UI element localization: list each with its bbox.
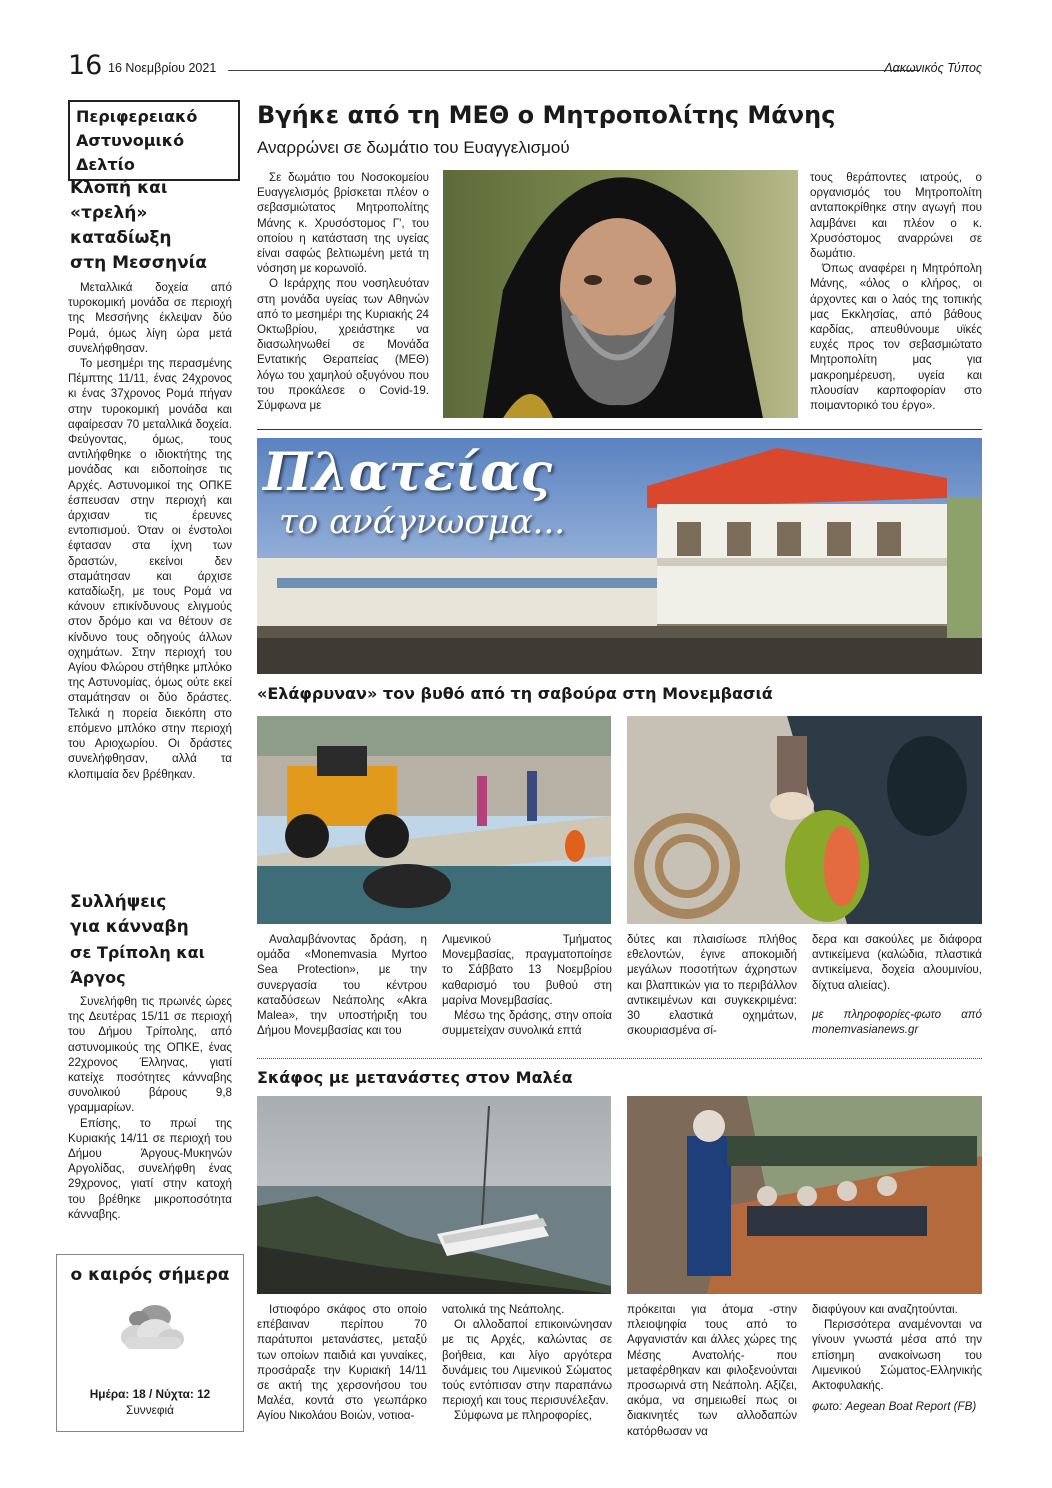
headline-metropolitan: Βγήκε από τη ΜΕΘ ο Μητροπολίτης Μάνης	[257, 101, 836, 129]
paragraph: νατολικά της Νεάπολης.	[442, 1303, 565, 1316]
monemvasia-col4	[812, 932, 982, 1037]
issue-date: 16 Νοεμβρίου 2021	[108, 61, 217, 75]
metropolitan-photo	[443, 170, 798, 418]
paragraph: Σε δωμάτιο του Νοσοκομείου Ευαγγελισμός βρίσκεται πλέον ο σεβασμιώτατος Μητροπολίτης Μάνης κ. Χρυσόστομος Γ', του οποίου η κατάσταση της υγείας είναι σαφώς βελτιωμένη μετά τη νόσηση με κορωνοϊό.	[257, 171, 429, 276]
section-rule	[257, 429, 982, 430]
paragraph: Ο Ιεράρχης που νοσηλευόταν στη μονάδα υγείας των Αθηνών από το μεσημέρι της Κυριακής 24 Οκτωβρίου, χρειάστηκε να διασωληνωθεί σε Μονάδα Εντατικής Θεραπείας (ΜΕΘ) λόγω του χαμηλού οξυγόνου που του προκάλεσε ο Covid-19. Σύμφωνα με	[257, 277, 429, 413]
cleanup-photo-digger	[257, 716, 611, 924]
cleanup-photo-tyre	[627, 716, 982, 924]
header-rule	[228, 70, 920, 71]
story-body	[68, 280, 232, 782]
monemvasia-col2	[442, 932, 612, 1038]
paragraph: Αναλαμβάνοντας δράση, η ομάδα «Monemvasia Myrtoo Sea Protection», με την συνεργασία του κέντρου καταδύσεων Νεάπολης «Akra Malea», την υποστήριξη του Δήμου Μονεμβασίας και του	[257, 933, 427, 1038]
story-body	[68, 994, 232, 1222]
paragraph: πρόκειται για άτομα -στην πλειοψηφία τους από το Αφγανιστάν και άλλες χώρες της Μέσης Ανατολής- που μεταφέρθηκαν και φιλοξενούνται προσωρινά στη Νεάπολη. Αξίζει, ακόμα, να σημειωθεί πως οι διακινητές των αλλοδαπών κατόρθωσαν να	[627, 1303, 797, 1438]
story-title-line2: για κάνναβη	[70, 917, 189, 937]
subhead-metropolitan: Αναρρώνει σε δωμάτιο του Ευαγγελισμού	[257, 138, 570, 157]
monemvasia-col1	[257, 932, 427, 1038]
paragraph: Μεταλλικά δοχεία από τυροκομική μονάδα σε περιοχή της Μεσσήνης έκλεψαν δύο Ρομά, όμως λίγη ώρα μετά συνελήφθησαν.	[68, 281, 232, 355]
paragraph: Το μεσημέρι της περασμένης Πέμπτης 11/11, ένας 24χρονος κι ένας 37χρονος Ρομά πήγαν στην τυροκομική μονάδα και αφαίρεσαν 70 μεταλλικά δοχεία. Φεύγοντας, όμως, τους αντιλήφθηκε ο ιδιοκτήτης της μονάδας και ειδοποίησε τις Αρχές. Αστυνομικοί της ΟΠΚΕ έσπευσαν στην περιοχή και άρχισαν τις έρευνες εντοπισμού. Όταν οι ένστολοι έφτασαν στα ίχνη των δραστών, εκείνοι δεν σταμάτησαν και άρχισε καταδίωξη, με τους Ρομά να κάνουν επικίνδυνους ελιγμούς στον δρόμο και να θέτουν σε κίνδυνο τους οδηγούς άλλων οχημάτων. Στην περιοχή του Αγίου Φλώρου στήθηκε μπλόκο της Αστυνομίας, όμως ούτε εκεί σταμάτησαν οι δύο δράστες. Τελικά η πορεία διεκόπη στο επόμενο μπλόκο στην περιοχή του Αριοχωρίου. Οι δράστες συνελήφθησαν, αλλά τα κλοπιμαία δεν βρέθηκαν.	[68, 357, 232, 781]
sidebar-story-theft	[68, 176, 232, 782]
migrants-col1	[257, 1302, 427, 1424]
paragraph: Συνελήφθη τις πρωινές ώρες της Δευτέρας 15/11 σε περιοχή του Δήμου Τρίπολης, από αστυνομικούς της ΟΠΚΕ, ένας 22χρονος Έλληνας, γιατί κατείχε ποσότητες κάνναβης συνολικού βάρους 9,8 γραμμαρίων.	[68, 995, 232, 1115]
page-header	[68, 52, 984, 82]
metropolitan-left-column	[257, 170, 429, 413]
story-title-line1: Συλλήψεις	[70, 892, 167, 912]
story-title-line2: «τρελή» καταδίωξη	[70, 203, 172, 248]
sidebar	[68, 100, 242, 181]
weather-temperatures: Ημέρα: 18 / Νύχτα: 12	[89, 1387, 211, 1401]
section-label-box	[68, 100, 240, 181]
migrants-photo-boat	[257, 1096, 611, 1294]
migrants-col3	[627, 1302, 797, 1439]
page-number: 16	[68, 50, 103, 81]
photo-credit: φωτο: Aegean Boat Report (FB)	[812, 1400, 977, 1414]
paragraph: τους θεράποντες ιατρούς, ο οργανισμός του Μητροπολίτη ανταποκρίθηκε στην αγωγή που λαμβάνει και πλέον ο κ. Χρυσόστομος αναρρώνει σε δωμάτιο.	[810, 171, 982, 261]
publication-name: Λακωνικός Τύπος	[884, 61, 982, 75]
weather-title: ο καιρός σήμερα	[70, 1265, 230, 1285]
paragraph: Μέσω της δράσης, στην οποία συμμετείχαν συνολικά επτά	[442, 1009, 612, 1038]
migrants-photo-people	[627, 1096, 982, 1294]
banner-photo	[257, 438, 982, 674]
cloud-icon	[115, 1301, 187, 1355]
story-title-line1: Κλοπή και	[70, 178, 168, 198]
headline-migrants: Σκάφος με μετανάστες στον Μαλέα	[257, 1068, 573, 1087]
paragraph: δερα και σακούλες με διάφορα αντικείμενα (καλώδια, πλαστικά αντικείμενα, δοχεία αλουμινίου, δίχτυα αλιείας).	[812, 933, 982, 992]
paragraph: Λιμενικού Τμήματος Μονεμβασίας, πραγματοποίησε το Σάββατο 13 Νοεμβρίου καθαρισμό του βυθού στη μαρίνα Μονεμβασίας.	[442, 933, 612, 1007]
headline-monemvasia: «Ελάφρυναν» τον βυθό από τη σαβούρα στη Μονεμβασιά	[257, 684, 773, 703]
sidebar-story-cannabis	[68, 890, 232, 1222]
banner-title-line1: Πλατείας	[263, 442, 553, 503]
migrants-col4	[812, 1302, 982, 1414]
banner-title-line2: το ανάγνωσμα...	[279, 502, 566, 542]
migrants-col2	[442, 1302, 612, 1424]
paragraph: Επίσης, το πρωί της Κυριακής 14/11 σε περιοχή του Δήμου Άργους-Μυκηνών Αργολίδας, συνελήφθη ένας 29χρονος, γιατί στην κατοχή του βρέθηκε μικροποσότητα κάνναβης.	[68, 1116, 232, 1221]
section-label-line2: Αστυνομικό Δελτίο	[76, 131, 185, 174]
paragraph: διαφύγουν και αναζητούνται.	[812, 1303, 958, 1316]
metropolitan-right-column	[810, 170, 982, 413]
paragraph: Όπως αναφέρει η Μητρόπολη Μάνης, «όλος ο κλήρος, οι άρχοντες και ο λαός της τοπικής μας Εκκλησίας, από βάθους καρδίας, απευθύνουμε υϊκές ευχές προς τον σεβασμιώτατο Μητροπολίτη μας για μακροημέρευση, υγεία και πλουσίαν καρποφορίαν στο ποιμαντορικό του έργο».	[810, 262, 982, 413]
paragraph: Ιστιοφόρο σκάφος στο οποίο επέβαιναν περίπου 70 παράτυποι μετανάστες, μεταξύ των οποίων παιδιά και γυναίκες, προσάραξε την Κυριακή 14/11 σε ακτή της χερσονήσου του Μαλέα, κοντά στο γεωπάρκο Αγίου Νικολάου Βοιών, νοτιοα-	[257, 1303, 427, 1423]
paragraph: Περισσότερα αναμένονται να γίνουν γνωστά μέσα από την επίσημη ανακοίνωση του Λιμενικού Σώματος-Ελληνικής Ακτοφυλακής.	[812, 1318, 982, 1393]
weather-condition: Συννεφιά	[126, 1403, 174, 1417]
paragraph: Οι αλλοδαποί επικοινώνησαν με τις Αρχές, καλώντας σε βοήθεια, και λίγο αργότερα δυνάμεις του Λιμενικού Σώματος τούς εντόπισαν στην παραπάνω περιοχή και τους περισυνέλεξαν.	[442, 1318, 612, 1408]
section-label-line1: Περιφερειακό	[76, 107, 198, 126]
weather-box	[56, 1254, 244, 1432]
story-title-line3: στη Μεσσηνία	[70, 253, 207, 273]
photo-credit: με πληροφορίες-φωτο από monemvasianews.gr	[812, 1007, 982, 1036]
paragraph: Σύμφωνα με πληροφορίες,	[454, 1409, 592, 1423]
section-divider	[257, 1058, 982, 1059]
paragraph: δύτες και πλαισίωσε πλήθος εθελοντών, έγινε αποκομιδή μεγάλων ποσοτήτων άχρηστων και βλαπτικών για το περιβάλλον αντικειμένων και συγκεκριμένα: 30 ελαστικά οχημάτων, σκουριασμένα σί-	[627, 933, 797, 1038]
monemvasia-col3	[627, 932, 797, 1038]
story-title-line3: σε Τρίπολη και Άργος	[70, 943, 205, 987]
